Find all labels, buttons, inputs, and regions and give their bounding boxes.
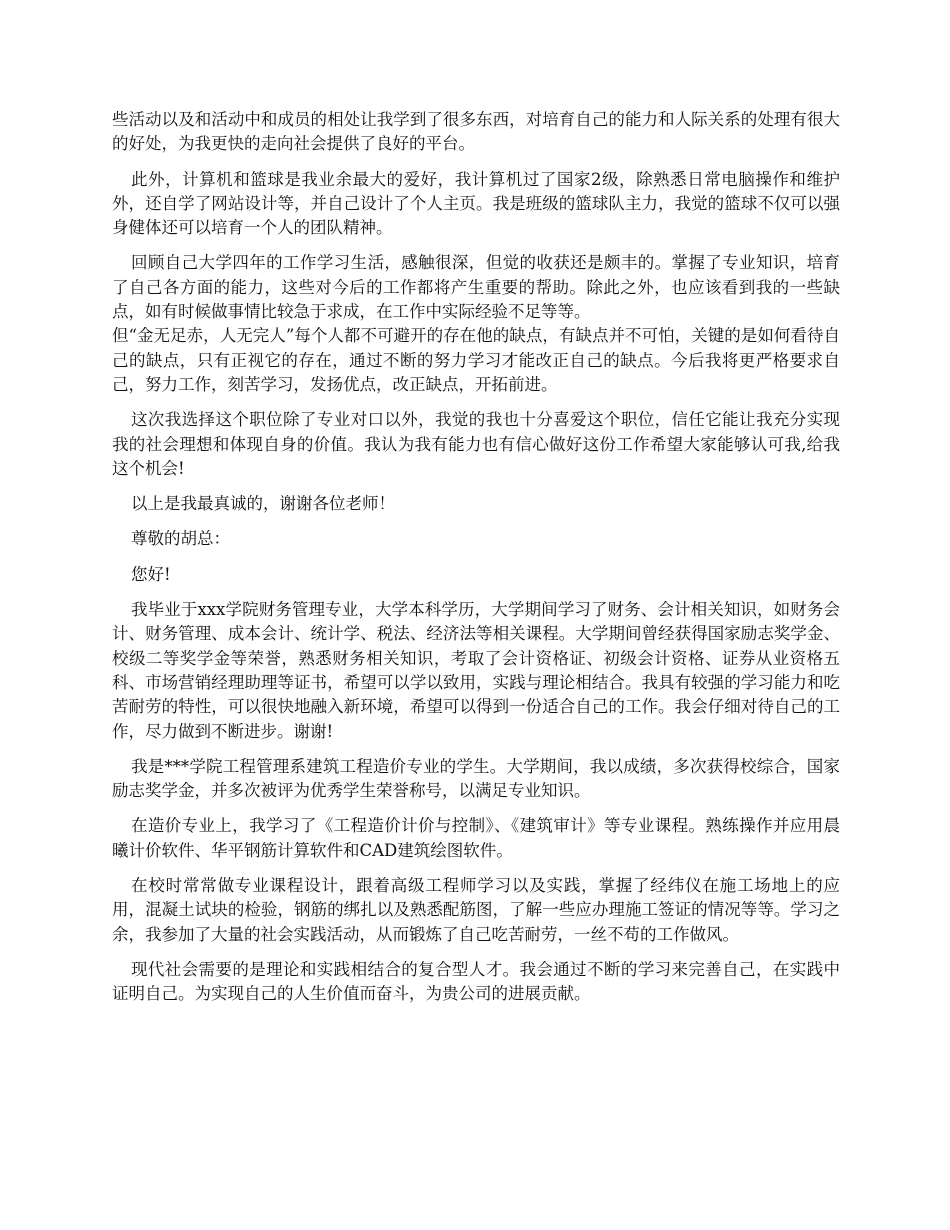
paragraph-review-part-2: 但“金无足赤，人无完人”每个人都不可避开的存在他的缺点，有缺点并不可怕，关键的是如何看待自己的缺点，只有正视它的存在，通过不断的努力学习才能改正自己的缺点。今后我将更严格要求自己，努力工作，刻苦学习，发扬优点，改正缺点，开拓前进。 — [112, 326, 840, 394]
paragraph-review-part-1: 回顾自己大学四年的工作学习生活，感触很深，但觉的收获还是颇丰的。掌握了专业知识，培育了自己各方面的能力，这些对今后的工作都将产生重要的帮助。除此之外，也应该看到我的一些缺点，如有时候做事情比较急于求成，在工作中实际经验不足等等。 — [112, 253, 840, 322]
paragraph-position: 这次我选择这个职位除了专业对口以外，我觉的我也十分喜爱这个职位，信任它能让我充分实现我的社会理想和体现自身的价值。我认为我有能力也有信心做好这份工作希望大家能够认可我,给我这个机会! — [112, 410, 840, 478]
paragraph-hobbies: 此外，计算机和篮球是我业余最大的爱好，我计算机过了国家2级，除熟悉日常电脑操作和维护外，还自学了网站设计等，并自己设计了个人主页。我是班级的篮球队主力，我觉的篮球不仅可以强身健体还可以培育一个人的团队精神。 — [112, 169, 840, 238]
paragraph-review — [112, 251, 840, 397]
paragraph-thanks: 以上是我最真诚的，谢谢各位老师！ — [131, 494, 395, 514]
salutation: 尊敬的胡总： — [131, 529, 230, 549]
document-body — [112, 108, 840, 1018]
paragraph-finance-background: 我毕业于xxx学院财务管理专业，大学本科学历，大学期间学习了财务、会计相关知识，如财务会计、财务管理、成本会计、统计学、税法、经济法等相关课程。大学期间曾经获得国家励志奖学金、校级二等奖学金等荣誉，熟悉财务相关知识，考取了会计资格证、初级会计资格、证券从业资格五科、市场营销经理助理等证书，希望可以学以致用，实践与理论相结合。我具有较强的学习能力和吃苦耐劳的特性，可以很快地融入新环境，希望可以得到一份适合自己的工作。我会仔细对待自己的工作，尽力做到不断进步。谢谢! — [112, 600, 840, 741]
paragraph-conclusion: 现代社会需要的是理论和实践相结合的复合型人才。我会通过不断的学习来完善自己，在实践中证明自己。为实现自己的人生价值而奋斗，为贵公司的进展贡献。 — [112, 959, 840, 1004]
paragraph-activities: 些活动以及和活动中和成员的相处让我学到了很多东西，对培育自己的能力和人际关系的处理有很大的好处，为我更快的走向社会提供了良好的平台。 — [112, 110, 840, 154]
paragraph-practice: 在校时常常做专业课程设计，跟着高级工程师学习以及实践，掌握了经纬仪在施工场地上的应用，混凝土试块的检验，钢筋的绑扎以及熟悉配筋图，了解一些应办理施工签证的情况等等。学习之余，我参加了大量的社会实践活动，从而锻炼了自己吃苦耐劳，一丝不苟的工作做风。 — [112, 876, 840, 944]
paragraph-engineering-student: 我是***学院工程管理系建筑工程造价专业的学生。大学期间，我以成绩，多次获得校综合，国家励志奖学金，并多次被评为优秀学生荣誉称号，以满足专业知识。 — [112, 756, 840, 801]
paragraph-courses: 在造价专业上，我学习了《工程造价计价与控制》、《建筑审计》等专业课程。熟练操作并应用晨曦计价软件、华平钢筋计算软件和CAD建筑绘图软件。 — [112, 816, 840, 860]
greeting: 您好! — [131, 564, 171, 584]
